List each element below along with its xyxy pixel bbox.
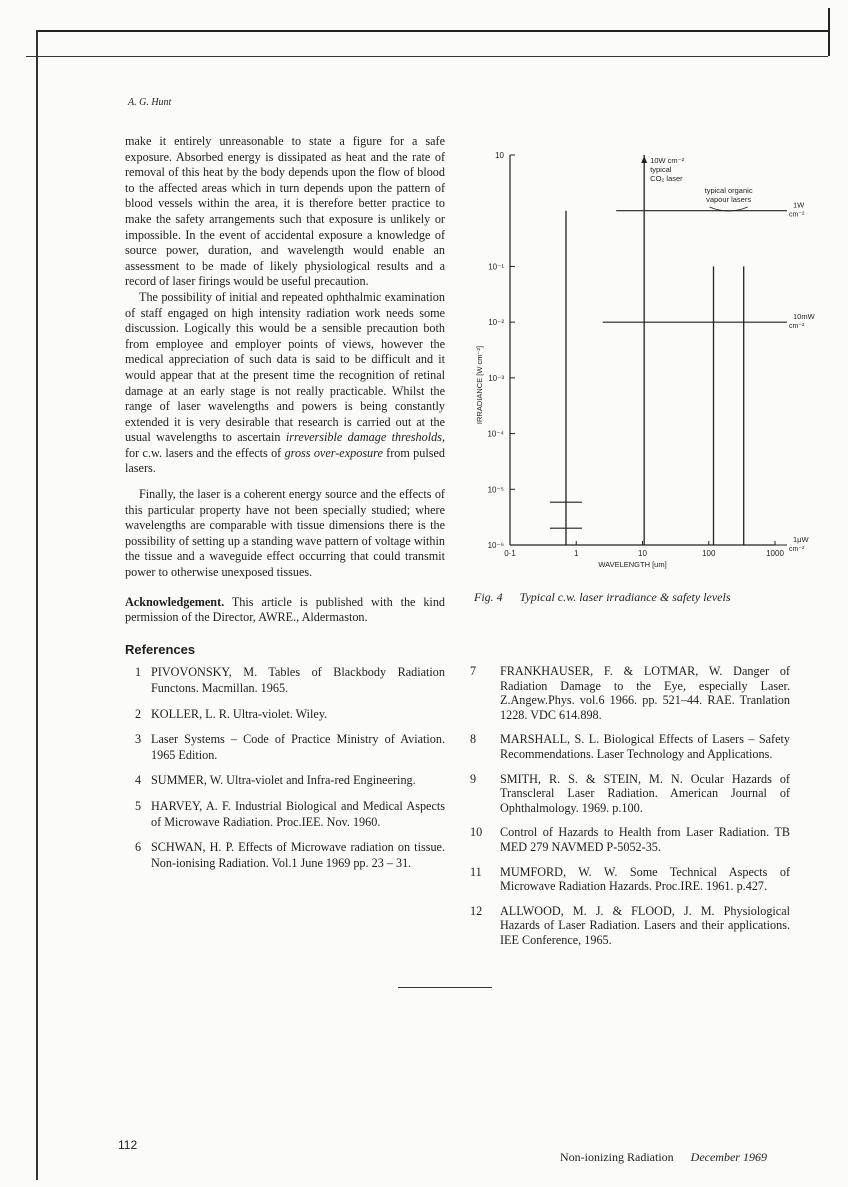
safety-level-label: 10mW	[793, 312, 815, 322]
left-column	[125, 134, 445, 881]
end-rule	[398, 987, 492, 988]
vapour-label-line: typical organic	[704, 186, 753, 195]
paragraph: make it entirely unreasonable to state a figure for a safe exposure. Absorbed energy is dissipated as heat and the rate of removal of this heat by the body depends upon the flow of blood to the affected areas which in turn depends upon the pattern of blood vessels within the area, it is therefore better practice to make the safety arrangements such that exposure is unlikely or impossible. In the event of accidental exposure a knowledge of source power, duration, and wavelength would enable an assessment to be made of likely physiological results and a record of laser firings would be useful precaution.	[125, 134, 445, 289]
acknowledgement-label: Acknowledgement.	[125, 594, 225, 609]
paragraph-text: for c.w. lasers and the effects of	[125, 445, 282, 460]
page-frame-left	[36, 30, 38, 1180]
reference-item	[125, 732, 445, 763]
reference-text: Control of Hazards to Health from Laser Radiation. TB MED 279 NAVMED P-5052-35.	[500, 825, 790, 854]
y-tick-label: 10⁻⁶	[487, 541, 504, 550]
reference-item	[470, 825, 790, 854]
reference-number: 11	[470, 864, 482, 879]
x-tick-label: 0·1	[504, 549, 516, 558]
reference-number: 3	[134, 732, 142, 747]
issue-date: December 1969	[690, 1150, 767, 1164]
vapour-label-line: vapour lasers	[706, 195, 752, 204]
reference-item	[125, 799, 445, 830]
reference-item	[470, 772, 790, 816]
reference-text: SCHWAN, H. P. Effects of Microwave radiation on tissue. Non-ionising Radiation. Vol.1 June 1969 pp. 23 – 31.	[151, 840, 445, 870]
reference-number: 9	[470, 771, 477, 786]
reference-number: 12	[470, 903, 483, 918]
x-tick-label: 100	[702, 549, 716, 558]
page-number: 112	[118, 1138, 138, 1152]
page-frame-top	[38, 30, 828, 32]
reference-number: 5	[134, 798, 142, 813]
page-frame-rule	[26, 56, 828, 57]
reference-text: PIVOVONSKY, M. Tables of Blackbody Radiation Functons. Macmillan. 1965.	[151, 665, 445, 695]
co2-label-line: CO₂ laser	[650, 174, 683, 183]
reference-item	[470, 904, 790, 948]
safety-level-label: 1W	[793, 200, 805, 210]
page-frame-right	[828, 8, 830, 56]
y-tick-label: 10	[495, 151, 504, 160]
emphasis: irreversible damage thresholds,	[285, 430, 446, 445]
x-axis-label: WAVELENGTH [um]	[598, 560, 667, 569]
safety-level-unit: cm⁻²	[789, 211, 805, 219]
y-tick-label: 10⁻⁵	[487, 485, 504, 495]
figure-caption	[474, 590, 731, 605]
paragraph	[125, 290, 445, 477]
references-heading: References	[125, 641, 196, 657]
paragraph: Finally, the laser is a coherent energy source and the effects of this particular property have not been specially studied; where wavelengths are comparable with tissue dimensions there is the possibility of setting up a standing wave pattern of voltage within the tissue and a waveguide effect occurring that could transmit power to otherwise unexposed tissues.	[125, 487, 445, 580]
reference-item	[125, 665, 445, 696]
safety-level-label: 1μW	[793, 535, 809, 544]
acknowledgement	[125, 595, 445, 626]
reference-item	[125, 773, 445, 789]
y-axis-label: IRRADIANCE [W cm⁻²]	[475, 345, 484, 425]
reference-text: SUMMER, W. Ultra-violet and Infra-red Engineering.	[151, 773, 416, 788]
footer	[560, 1150, 767, 1165]
reference-number: 2	[134, 706, 142, 721]
chart-plot-area	[475, 151, 816, 569]
emphasis: gross over-exposure	[284, 445, 383, 460]
x-tick-label: 1	[574, 549, 579, 558]
reference-text: Laser Systems – Code of Practice Ministry of Aviation. 1965 Edition.	[151, 732, 445, 762]
running-header-author: A. G. Hunt	[128, 97, 172, 108]
reference-item	[125, 840, 445, 871]
reference-text: MARSHALL, S. L. Biological Effects of Lasers – Safety Recommendations. Laser Technology and Applications.	[500, 732, 790, 761]
reference-text: MUMFORD, W. W. Some Technical Aspects of Microwave Radiation Hazards. Proc.IRE. 1961. p.427.	[500, 864, 790, 894]
reference-item	[125, 707, 445, 723]
co2-label-line: 10W cm⁻²	[650, 156, 685, 165]
co2-label-line: typical	[650, 165, 672, 174]
figure-caption-text: Typical c.w. laser irradiance & safety levels	[519, 590, 731, 604]
y-tick-label: 10⁻³	[488, 373, 504, 383]
x-tick-label: 10	[638, 549, 647, 558]
safety-level-unit: cm⁻²	[789, 546, 805, 553]
figure-number: Fig. 4	[474, 590, 503, 604]
arrow-head	[641, 156, 647, 163]
reference-item	[470, 732, 790, 761]
irradiance-chart	[470, 140, 830, 580]
safety-level-unit: cm⁻²	[789, 323, 805, 331]
reference-number: 1	[134, 665, 142, 680]
reference-number: 8	[470, 732, 477, 747]
paragraph-text: from pulsed lasers.	[125, 445, 445, 476]
journal-name: Non-ionizing Radiation	[560, 1150, 674, 1164]
paragraph-text: The possibility of initial and repeated ophthalmic examination of staff engaged on high intensity radiation work needs some discussion. Logically this would be a sensible precaution both from employee and employer points of views, however the medical appreciation of such data is said to be difficult and it would appear that at the present time the recognition of retinal damage at an early stage is not really practicable. Whilst the range of laser wavelengths and powers is being constantly extended it is very desirable that research is carried out at the usual wavelengths to ascertain	[125, 289, 445, 445]
reference-text: SMITH, R. S. & STEIN, M. N. Ocular Hazards of Transcleral Laser Radiation. American Journal of Ophthalmology. 1969. p.100.	[500, 771, 790, 815]
y-tick-label: 10⁻⁴	[487, 429, 504, 439]
reference-text: FRANKHAUSER, F. & LOTMAR, W. Danger of Radiation Damage to the Eye, especially Laser. Z.Angew.Phys. vol.6 1966. pp. 521–44. RAE. Tranlation 1228. VDC 614.898.	[500, 664, 790, 722]
reference-item	[470, 664, 790, 722]
reference-text: KOLLER, L. R. Ultra-violet. Wiley.	[151, 706, 328, 721]
reference-number: 4	[134, 773, 142, 788]
reference-number: 7	[470, 664, 477, 678]
reference-number: 10	[470, 825, 483, 840]
reference-item	[470, 865, 790, 894]
y-tick-label: 10⁻²	[488, 318, 504, 328]
reference-number: 6	[134, 840, 142, 855]
reference-text: ALLWOOD, M. J. & FLOOD, J. M. Physiological Hazards of Laser Radiation. Lasers and their applications. IEE Conference, 1965.	[500, 903, 790, 947]
right-column-references	[470, 664, 790, 958]
reference-text: HARVEY, A. F. Industrial Biological and Medical Aspects of Microwave Radiation. Proc.IEE. Nov. 1960.	[151, 798, 445, 829]
acknowledgement-text: This article is published with the kind permission of the Director, AWRE., Aldermaston.	[125, 594, 446, 625]
x-tick-label: 1000	[766, 549, 784, 558]
y-tick-label: 10⁻¹	[488, 262, 504, 272]
